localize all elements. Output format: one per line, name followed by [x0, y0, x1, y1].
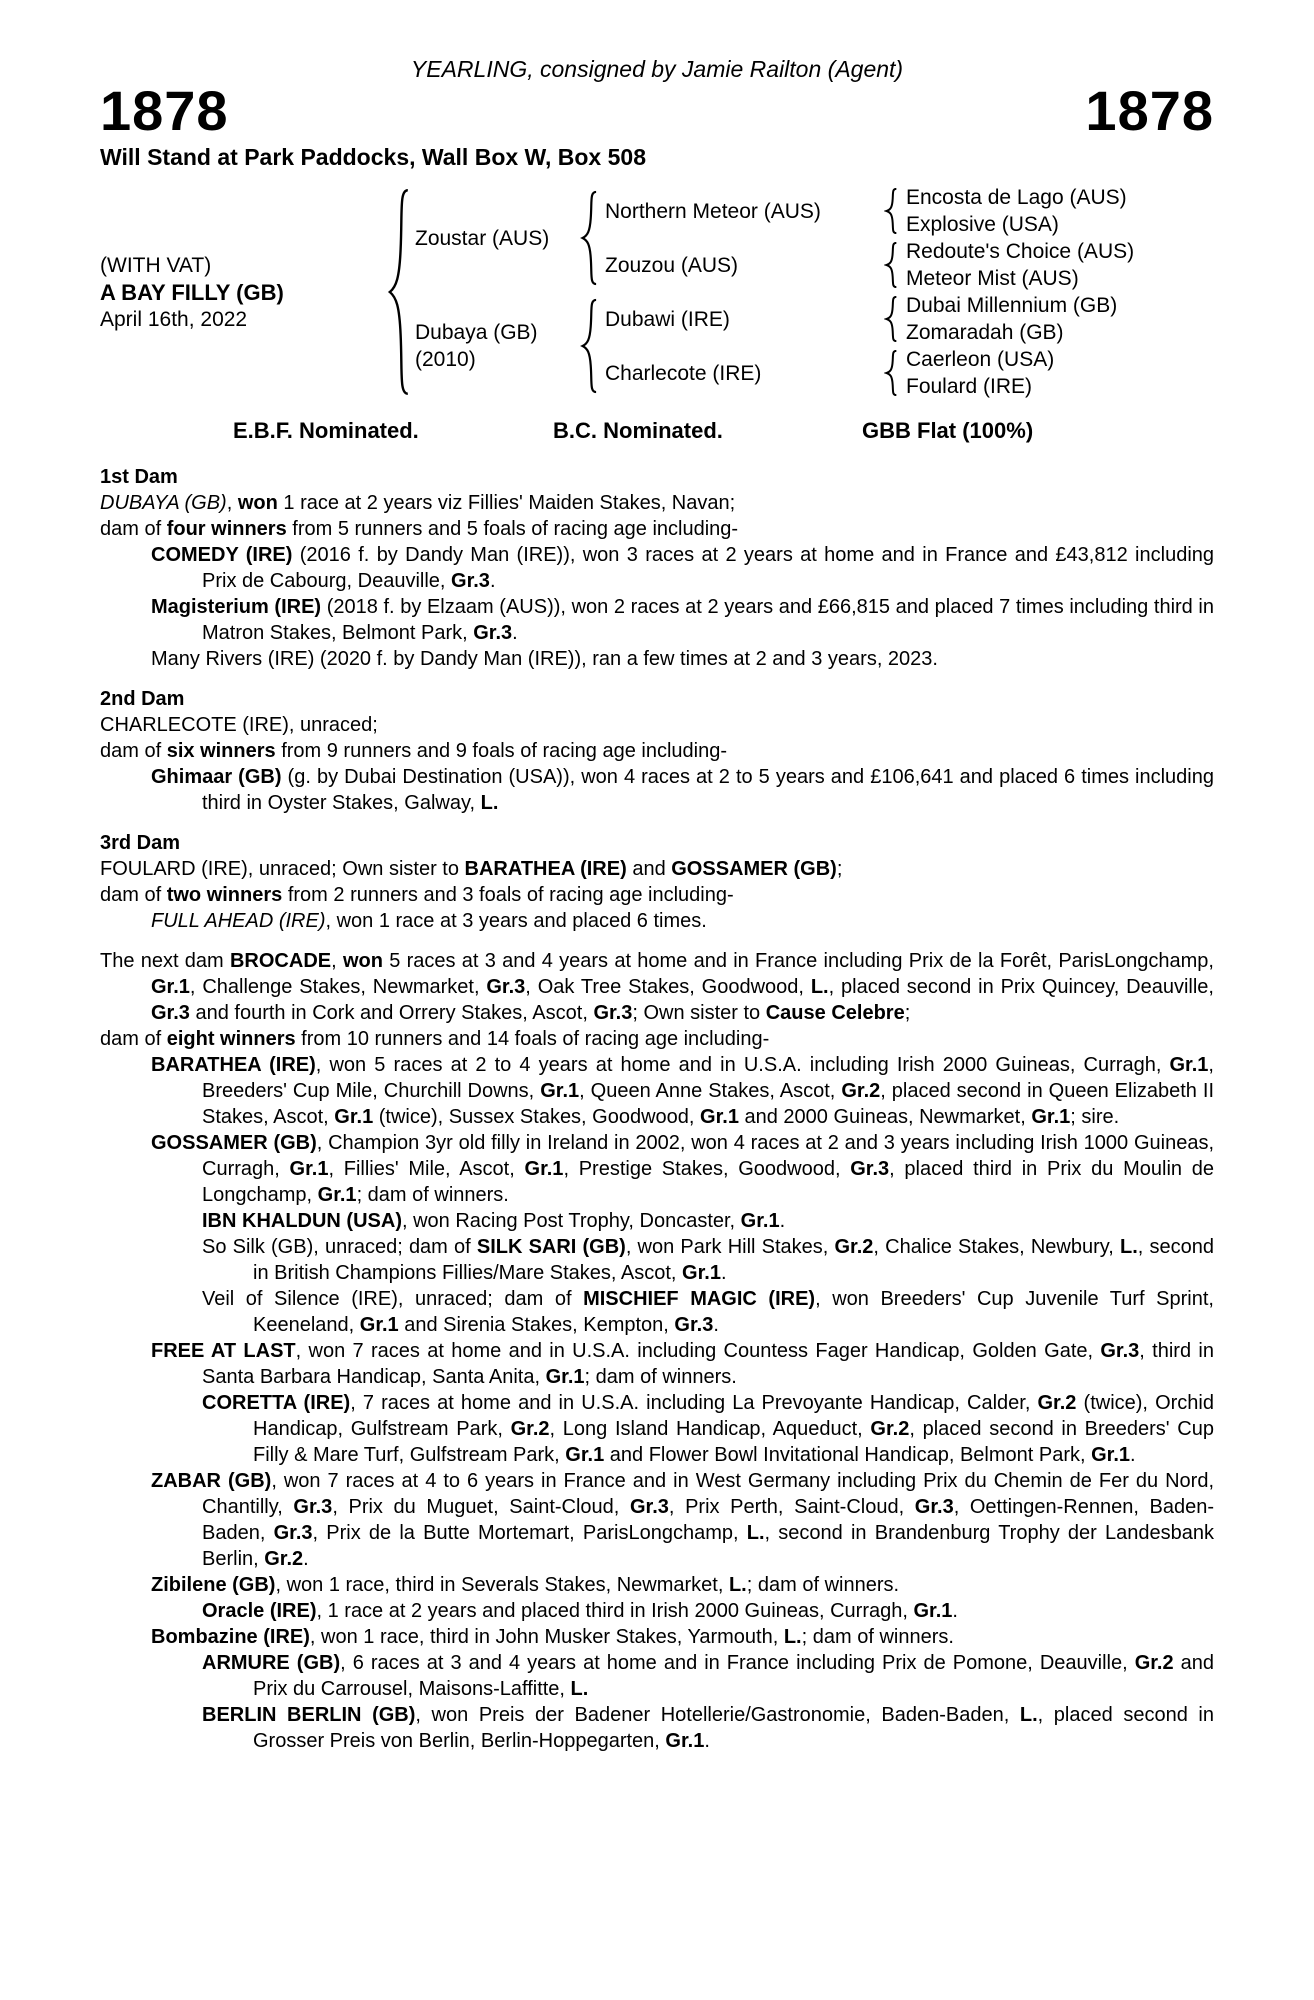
great-grandparents-pair [897, 292, 1214, 346]
para-dam-of-two: dam of two winners from 2 runners and 3 foals of racing age including- [100, 884, 734, 906]
para-magisterium: Magisterium (IRE) (2018 f. by Elzaam (AUS)), won 2 races at 2 years and £66,815 and placed 7 times including third in Matron Stakes, Belmont Park, Gr.3. [151, 596, 1214, 644]
grandparent-name: Charlecote (IRE) [605, 361, 762, 385]
brace-icon [579, 298, 597, 394]
stand-location-line: Will Stand at Park Paddocks, Wall Box W, Box 508 [100, 144, 646, 170]
para-charlecote: CHARLECOTE (IRE), unraced; [100, 714, 378, 736]
dam-year: (2010) [415, 348, 476, 371]
pedigree-tree [100, 184, 1214, 400]
dam-grandparents [597, 292, 1214, 400]
grandparent-brace [884, 346, 897, 400]
great-grandparent-name: Explosive (USA) [906, 213, 1059, 236]
lot-number-row [100, 79, 1214, 142]
para-free-at-last: FREE AT LAST, won 7 races at home and in U.S.A. including Countess Fager Handicap, Golden Gate, Gr.3, third in Santa Barbara Handicap, Santa Anita, Gr.1; dam of winners. [151, 1340, 1214, 1388]
great-grandparents-pair [897, 346, 1214, 400]
brace-icon [579, 190, 597, 286]
grandparent-brace [884, 184, 897, 238]
great-grandparent-name: Dubai Millennium (GB) [906, 294, 1118, 317]
para-bombazine: Bombazine (IRE), won 1 race, third in John Musker Stakes, Yarmouth, L.; dam of winners. [151, 1626, 954, 1648]
pedigree-subject [100, 184, 385, 400]
para-ibn-khaldun: IBN KHALDUN (USA), won Racing Post Trophy, Doncaster, Gr.1. [202, 1210, 786, 1232]
para-many-rivers: Many Rivers (IRE) (2020 f. by Dandy Man (IRE)), ran a few times at 2 and 3 years, 2023. [151, 648, 938, 670]
para-dubaya: DUBAYA (GB), won 1 race at 2 years viz Fillies' Maiden Stakes, Navan; [100, 492, 736, 514]
bc-nominated-label: B.C. Nominated. [553, 418, 723, 443]
brace-icon [884, 296, 897, 342]
para-brocade: The next dam BROCADE, won 5 races at 3 and 4 years at home and in France including Prix de la Forêt, ParisLongchamp, Gr.1, Challenge Stakes, Newmarket, Gr.3, Oak Tree Stakes, Goodwood, L., placed second in Prix Quincey, Deauville, Gr.3 and fourth in Cork and Orrery Stakes, Ascot, Gr.3; Own sister to Cause Celebre; [100, 950, 1214, 1024]
gbb-flat-label: GBB Flat (100%) [862, 418, 1034, 443]
granddam-row [597, 346, 1214, 400]
catalogue-body [100, 464, 1214, 1754]
great-grandparent-name: Redoute's Choice (AUS) [906, 240, 1135, 263]
para-armure: ARMURE (GB), 6 races at 3 and 4 years at home and in France including Prix de Pomone, Deauville, Gr.2 and Prix du Carrousel, Maisons-Laffitte, L. [202, 1652, 1214, 1700]
brace-icon [884, 188, 897, 234]
great-grandparent-name: Zomaradah (GB) [906, 321, 1064, 344]
para-oracle: Oracle (IRE), 1 race at 2 years and placed third in Irish 2000 Guineas, Curragh, Gr.1. [202, 1600, 958, 1622]
para-dam-of-eight: dam of eight winners from 10 runners and 14 foals of racing age including- [100, 1028, 770, 1050]
sire-brace [579, 184, 597, 292]
grandparent-brace [884, 292, 897, 346]
brace-icon [884, 242, 897, 288]
great-grandparent-name: Foulard (IRE) [906, 375, 1033, 398]
para-so-silk: So Silk (GB), unraced; dam of SILK SARI (GB), won Park Hill Stakes, Gr.2, Chalice Stakes, Newbury, L., second in British Champions Fillies/Mare Stakes, Ascot, Gr.1. [202, 1236, 1215, 1284]
with-vat-label: (WITH VAT) [100, 253, 212, 277]
brace-icon [385, 186, 409, 398]
pedigree-generations [409, 184, 1214, 400]
para-comedy: COMEDY (IRE) (2016 f. by Dandy Man (IRE)), won 3 races at 2 years at home and in France and £43,812 including Prix de Cabourg, Deauville, Gr.3. [151, 544, 1215, 592]
para-zibilene: Zibilene (GB), won 1 race, third in Severals Stakes, Newmarket, L.; dam of winners. [151, 1574, 900, 1596]
section-heading-3rd-dam: 3rd Dam [100, 832, 181, 854]
pedigree-brace-main [385, 184, 409, 400]
foal-date: April 16th, 2022 [100, 307, 248, 331]
grandsire-row [597, 184, 1214, 238]
para-barathea: BARATHEA (IRE), won 5 races at 2 to 4 years at home and in U.S.A. including Irish 2000 Guineas, Curragh, Gr.1, Breeders' Cup Mile, Churchill Downs, Gr.1, Queen Anne Stakes, Ascot, Gr.2, placed second in Queen Elizabeth II Stakes, Ascot, Gr.1 (twice), Sussex Stakes, Goodwood, Gr.1 and 2000 Guineas, Newmarket, Gr.1; sire. [151, 1054, 1215, 1128]
brace-icon [884, 350, 897, 396]
para-zabar: ZABAR (GB), won 7 races at 4 to 6 years in France and in West Germany including Prix du Chemin de Fer du Nord, Chantilly, Gr.3, Prix du Muguet, Saint-Cloud, Gr.3, Prix Perth, Saint-Cloud, Gr.3, Oettingen-Rennen, Baden-Baden, Gr.3, Prix de la Butte Mortemart, ParisLongchamp, L., second in Brandenburg Trophy der Landesbank Berlin, Gr.2. [151, 1470, 1215, 1570]
para-veil-of-silence: Veil of Silence (IRE), unraced; dam of MISCHIEF MAGIC (IRE), won Breeders' Cup Juvenile Turf Sprint, Keeneland, Gr.1 and Sirenia Stakes, Kempton, Gr.3. [202, 1288, 1214, 1336]
dam-branch [409, 292, 1214, 400]
grandparent-name: Northern Meteor (AUS) [605, 199, 821, 223]
sire-name: Zoustar (AUS) [415, 226, 550, 250]
grandparent-brace [884, 238, 897, 292]
lot-number-left: 1878 [100, 79, 229, 142]
dam-cell [409, 292, 579, 400]
lot-number-right: 1878 [1085, 79, 1214, 142]
section-heading-1st-dam: 1st Dam [100, 466, 178, 488]
para-foulard: FOULARD (IRE), unraced; Own sister to BARATHEA (IRE) and GOSSAMER (GB); [100, 858, 843, 880]
para-full-ahead: FULL AHEAD (IRE), won 1 race at 3 years and placed 6 times. [151, 910, 707, 932]
para-gossamer: GOSSAMER (GB), Champion 3yr old filly in Ireland in 2002, won 4 races at 2 and 3 years including Irish 1000 Guineas, Curragh, Gr.1, Fillies' Mile, Ascot, Gr.1, Prestige Stakes, Goodwood, Gr.3, placed third in Prix du Moulin de Longchamp, Gr.1; dam of winners. [151, 1132, 1214, 1206]
great-grandparent-name: Caerleon (USA) [906, 348, 1055, 371]
nominations-row [100, 418, 1214, 444]
grandsire-row [597, 292, 1214, 346]
para-dam-of-four: dam of four winners from 5 runners and 5 foals of racing age including- [100, 518, 739, 540]
subject-name: A BAY FILLY (GB) [100, 279, 284, 305]
great-grandparent-name: Encosta de Lago (AUS) [906, 186, 1127, 209]
sire-cell [409, 184, 579, 292]
granddam-row [597, 238, 1214, 292]
consignor-line: YEARLING, consigned by Jamie Railton (Agent) [410, 56, 904, 82]
para-coretta: CORETTA (IRE), 7 races at home and in U.S.A. including La Prevoyante Handicap, Calder, Gr.2 (twice), Orchid Handicap, Gulfstream Park, Gr.2, Long Island Handicap, Aqueduct, Gr.2, placed second in Breeders' Cup Filly & Mare Turf, Gulfstream Park, Gr.1 and Flower Bowl Invitational Handicap, Belmont Park, Gr.1. [202, 1392, 1214, 1466]
section-heading-2nd-dam: 2nd Dam [100, 688, 185, 710]
great-grandparent-name: Meteor Mist (AUS) [906, 267, 1079, 290]
great-grandparents-pair [897, 184, 1214, 238]
ebf-nominated-label: E.B.F. Nominated. [233, 418, 419, 443]
para-dam-of-six: dam of six winners from 9 runners and 9 foals of racing age including- [100, 740, 728, 762]
grandparent-name: Zouzou (AUS) [605, 253, 739, 277]
great-grandparents-pair [897, 238, 1214, 292]
para-ghimaar: Ghimaar (GB) (g. by Dubai Destination (USA)), won 4 races at 2 to 5 years and £106,641 and placed 6 times including third in Oyster Stakes, Galway, L. [151, 766, 1214, 814]
sire-grandparents [597, 184, 1214, 292]
grandparent-name: Dubawi (IRE) [605, 307, 730, 331]
para-berlin-berlin: BERLIN BERLIN (GB), won Preis der Badener Hotellerie/Gastronomie, Baden-Baden, L., placed second in Grosser Preis von Berlin, Berlin-Hoppegarten, Gr.1. [202, 1704, 1214, 1752]
sire-branch [409, 184, 1214, 292]
dam-brace [579, 292, 597, 400]
dam-name: Dubaya (GB) [415, 321, 538, 344]
